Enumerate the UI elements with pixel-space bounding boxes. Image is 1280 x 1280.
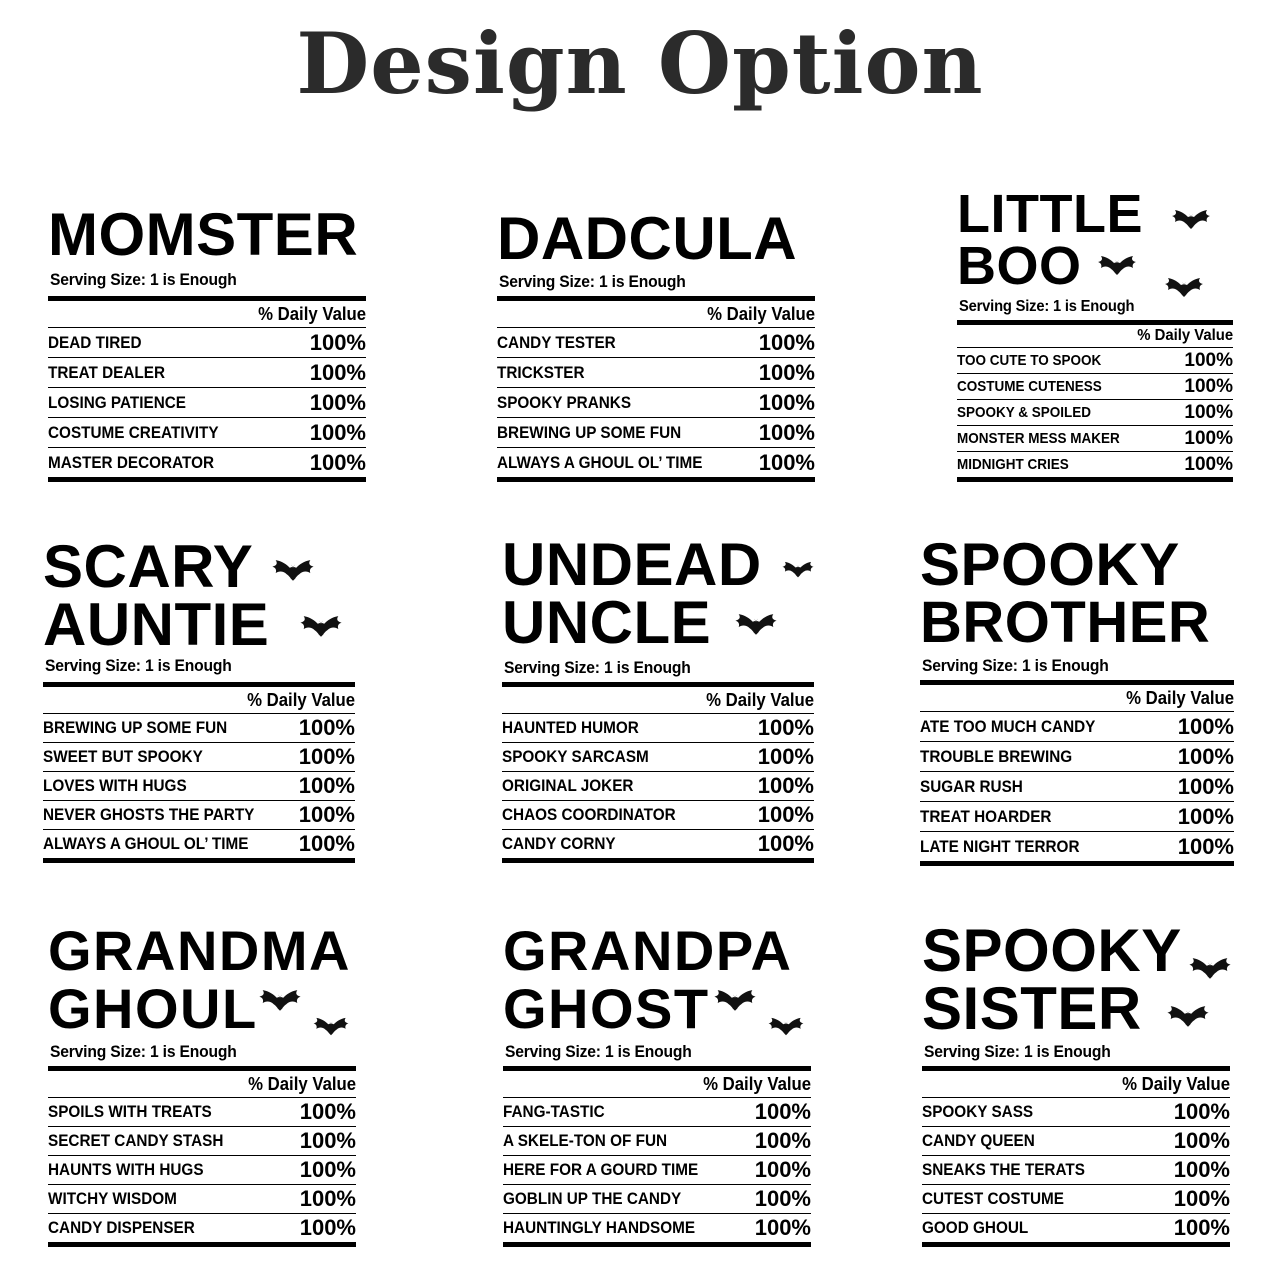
table-row: SPOOKY SASS 100% xyxy=(922,1098,1230,1127)
label-little-boo xyxy=(957,186,1233,486)
table-row: SNEAKS THE TERATS 100% xyxy=(922,1156,1230,1185)
table-row: COSTUME CREATIVITY 100% xyxy=(48,418,366,448)
table-row: TREAT DEALER 100% xyxy=(48,358,366,388)
table-row: LATE NIGHT TERROR 100% xyxy=(920,832,1234,866)
table-row: SPOOKY & SPOILED 100% xyxy=(957,400,1233,426)
bat-icon xyxy=(732,612,780,638)
bat-icon xyxy=(1186,956,1234,982)
serving-size: Serving Size: 1 is Enough xyxy=(505,1042,692,1061)
table-row: ALWAYS A GHOUL OL’ TIME 100% xyxy=(497,448,815,482)
table-row: TRICKSTER 100% xyxy=(497,358,815,388)
bat-icon xyxy=(1164,1004,1212,1030)
daily-value-header: % Daily Value xyxy=(43,687,355,714)
table-row: MIDNIGHT CRIES 100% xyxy=(957,452,1233,482)
facts-table xyxy=(920,680,1234,866)
title-line: GHOST xyxy=(503,977,710,1040)
table-row: SPOOKY PRANKS 100% xyxy=(497,388,815,418)
table-row: CANDY QUEEN 100% xyxy=(922,1127,1230,1156)
bat-icon xyxy=(765,1016,807,1038)
facts-table xyxy=(497,296,815,486)
daily-value-header: % Daily Value xyxy=(497,301,815,328)
facts-table xyxy=(922,1066,1230,1248)
table-row: NEVER GHOSTS THE PARTY 100% xyxy=(43,801,355,830)
facts-table xyxy=(502,682,814,866)
daily-value-header: % Daily Value xyxy=(48,301,366,328)
title-line: BOO xyxy=(957,236,1082,296)
title-line: LITTLE xyxy=(957,184,1143,244)
table-row: ATE TOO MUCH CANDY 100% xyxy=(920,712,1234,742)
table-row: CANDY DISPENSER 100% xyxy=(48,1214,356,1247)
table-row: SECRET CANDY STASH 100% xyxy=(48,1127,356,1156)
table-row: WITCHY WISDOM 100% xyxy=(48,1185,356,1214)
table-row: ORIGINAL JOKER 100% xyxy=(502,772,814,801)
label-scary-auntie xyxy=(43,533,355,866)
table-row: CUTEST COSTUME 100% xyxy=(922,1185,1230,1214)
table-row: LOSING PATIENCE 100% xyxy=(48,388,366,418)
table-row: TREAT HOARDER 100% xyxy=(920,802,1234,832)
facts-table xyxy=(48,1066,356,1248)
label-spooky-brother xyxy=(920,531,1234,866)
table-row: COSTUME CUTENESS 100% xyxy=(957,374,1233,400)
label-momster xyxy=(48,186,366,486)
title-line: MOMSTER xyxy=(48,201,359,268)
label-title xyxy=(920,531,1234,655)
title-line: GRANDPA xyxy=(503,919,793,982)
serving-size: Serving Size: 1 is Enough xyxy=(45,656,232,675)
table-row: SPOOKY SARCASM 100% xyxy=(502,743,814,772)
title-line: SISTER xyxy=(922,975,1142,1042)
table-row: FANG-TASTIC 100% xyxy=(503,1098,811,1127)
daily-value-header: % Daily Value xyxy=(922,1071,1230,1098)
label-dadcula xyxy=(497,186,815,486)
table-row: CHAOS COORDINATOR 100% xyxy=(502,801,814,830)
label-spooky-sister xyxy=(922,917,1230,1248)
title-line: UNCLE xyxy=(502,589,712,656)
table-row: TOO CUTE TO SPOOK 100% xyxy=(957,348,1233,374)
table-row: GOBLIN UP THE CANDY 100% xyxy=(503,1185,811,1214)
facts-table xyxy=(957,320,1233,486)
table-row: DEAD TIRED 100% xyxy=(48,328,366,358)
bat-icon xyxy=(1162,276,1206,300)
title-line: SCARY xyxy=(43,533,254,600)
bat-icon xyxy=(780,560,816,580)
table-row: SWEET BUT SPOOKY 100% xyxy=(43,743,355,772)
daily-value-header: % Daily Value xyxy=(48,1071,356,1098)
bat-icon xyxy=(269,558,317,584)
label-title xyxy=(48,201,366,268)
table-row: TROUBLE BREWING 100% xyxy=(920,742,1234,772)
serving-size: Serving Size: 1 is Enough xyxy=(959,298,1135,315)
serving-size: Serving Size: 1 is Enough xyxy=(50,270,237,289)
serving-size: Serving Size: 1 is Enough xyxy=(499,272,686,291)
table-row: BREWING UP SOME FUN 100% xyxy=(497,418,815,448)
title-line: GRANDMA xyxy=(48,919,351,982)
table-row: CANDY TESTER 100% xyxy=(497,328,815,358)
title-line: AUNTIE xyxy=(43,591,270,658)
bat-icon xyxy=(1095,254,1139,278)
serving-size: Serving Size: 1 is Enough xyxy=(504,658,691,677)
table-row: HAUNTED HUMOR 100% xyxy=(502,714,814,743)
table-row: HERE FOR A GOURD TIME 100% xyxy=(503,1156,811,1185)
table-row: ALWAYS A GHOUL OL’ TIME 100% xyxy=(43,830,355,863)
bat-icon xyxy=(310,1016,352,1038)
daily-value-header: % Daily Value xyxy=(503,1071,811,1098)
serving-size: Serving Size: 1 is Enough xyxy=(50,1042,237,1061)
table-row: GOOD GHOUL 100% xyxy=(922,1214,1230,1247)
label-grandpa-ghost xyxy=(503,919,811,1248)
table-row: MASTER DECORATOR 100% xyxy=(48,448,366,482)
title-line: SPOOKY xyxy=(922,917,1182,984)
facts-table xyxy=(43,682,355,866)
serving-size: Serving Size: 1 is Enough xyxy=(924,1042,1111,1061)
daily-value-header: % Daily Value xyxy=(957,325,1233,348)
bat-icon xyxy=(711,988,759,1014)
table-row: HAUNTINGLY HANDSOME 100% xyxy=(503,1214,811,1247)
table-row: SUGAR RUSH 100% xyxy=(920,772,1234,802)
title-line: SPOOKY xyxy=(920,531,1180,598)
title-line: GHOUL xyxy=(48,977,258,1040)
title-line: UNDEAD xyxy=(502,531,762,598)
page-title: Design Option xyxy=(296,14,984,113)
table-row: SPOILS WITH TREATS 100% xyxy=(48,1098,356,1127)
label-title xyxy=(497,205,815,272)
table-row: A SKELE-TON OF FUN 100% xyxy=(503,1127,811,1156)
bat-icon xyxy=(1169,208,1213,232)
daily-value-header: % Daily Value xyxy=(502,687,814,714)
facts-table xyxy=(48,296,366,486)
facts-table xyxy=(503,1066,811,1248)
table-row: BREWING UP SOME FUN 100% xyxy=(43,714,355,743)
label-grandma-ghoul xyxy=(48,919,356,1248)
bat-icon xyxy=(256,988,304,1014)
label-undead-uncle xyxy=(502,531,814,866)
serving-size: Serving Size: 1 is Enough xyxy=(922,656,1109,675)
title-line: DADCULA xyxy=(497,205,798,272)
daily-value-header: % Daily Value xyxy=(920,685,1234,712)
table-row: MONSTER MESS MAKER 100% xyxy=(957,426,1233,452)
bat-icon xyxy=(297,614,345,640)
table-row: CANDY CORNY 100% xyxy=(502,830,814,863)
table-row: LOVES WITH HUGS 100% xyxy=(43,772,355,801)
table-row: HAUNTS WITH HUGS 100% xyxy=(48,1156,356,1185)
title-line: BROTHER xyxy=(920,590,1211,655)
